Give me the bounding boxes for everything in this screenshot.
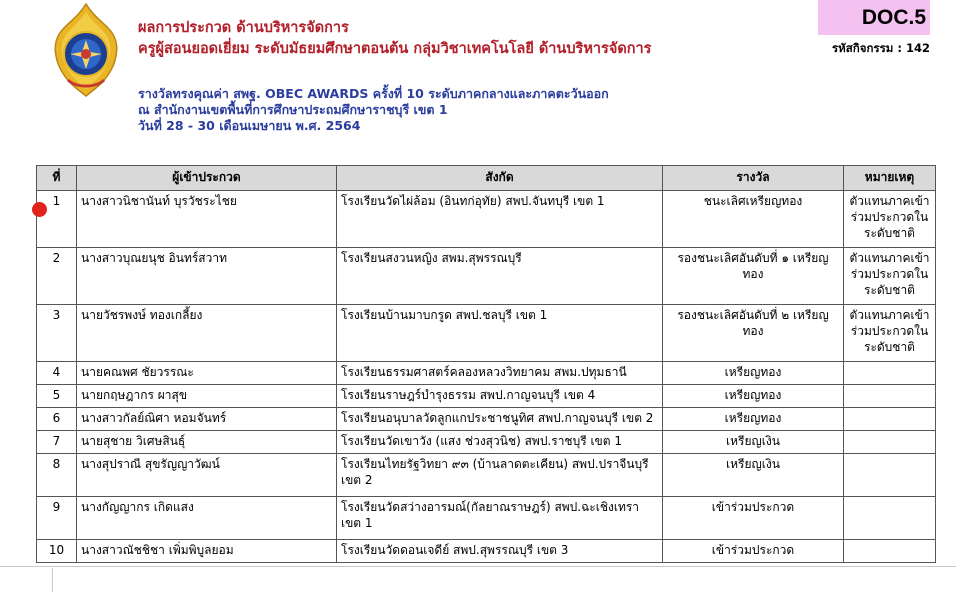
row-award: เหรียญทอง <box>663 408 844 431</box>
page-title: ผลการประกวด ด้านบริหารจัดการ <box>138 20 349 36</box>
row-no: 9 <box>37 497 77 540</box>
row-award: เหรียญทอง <box>663 385 844 408</box>
table-row <box>37 408 936 431</box>
page-subtitle: ครูผู้สอนยอดเยี่ยม ระดับมัธยมศึกษาตอนต้น กลุ่มวิชาเทคโนโลยี ด้านบริหารจัดการ <box>138 41 652 57</box>
event-award-line: รางวัลทรงคุณค่า สพฐ. OBEC AWARDS ครั้งที่ 10 ระดับภาคกลางและภาคตะวันออก <box>138 86 609 101</box>
row-note: ตัวแทนภาคเข้าร่วมประกวดในระดับชาติ <box>844 305 936 362</box>
row-school: โรงเรียนวัดดอนเจดีย์ สพป.สุพรรณบุรี เขต 3 <box>337 540 663 563</box>
row-note: ตัวแทนภาคเข้าร่วมประกวดในระดับชาติ <box>844 248 936 305</box>
row-no: 7 <box>37 431 77 454</box>
table-row <box>37 540 936 563</box>
row-no: 5 <box>37 385 77 408</box>
table-header-row <box>37 166 936 191</box>
table-row <box>37 385 936 408</box>
table-row <box>37 454 936 497</box>
row-name: นายคณพศ ชัยวรรณะ <box>77 362 337 385</box>
row-note <box>844 540 936 563</box>
obec-emblem-logo <box>50 2 122 98</box>
header-name: ผู้เข้าประกวด <box>77 166 337 191</box>
event-date-line: วันที่ 28 - 30 เดือนเมษายน พ.ศ. 2564 <box>138 118 361 133</box>
title-block <box>138 18 651 60</box>
row-name: นายสุชาย วิเศษสินธุ์ <box>77 431 337 454</box>
row-name: นางสาวบุณยนุช อินทร์สวาท <box>77 248 337 305</box>
row-award: เข้าร่วมประกวด <box>663 497 844 540</box>
row-school: โรงเรียนวัดเขาวัง (แสง ช่วงสุวนิช) สพป.ราชบุรี เขต 1 <box>337 431 663 454</box>
header-no: ที่ <box>37 166 77 191</box>
event-venue-line: ณ สำนักงานเขตพื้นที่การศึกษาประถมศึกษาราชบุรี เขต 1 <box>138 102 448 117</box>
event-info <box>138 86 609 134</box>
row-name: นางกัญญากร เกิดแสง <box>77 497 337 540</box>
row-note <box>844 431 936 454</box>
header-note: หมายเหตุ <box>844 166 936 191</box>
row-school: โรงเรียนอนุบาลวัดลูกแกประชาชนูทิศ สพป.กาญจนบุรี เขต 2 <box>337 408 663 431</box>
row-note <box>844 408 936 431</box>
row-note <box>844 385 936 408</box>
row-no: 8 <box>37 454 77 497</box>
row-school: โรงเรียนวัดสว่างอารมณ์(กัลยาณราษฎร์) สพป.ฉะเชิงเทรา เขต 1 <box>337 497 663 540</box>
doc-code-badge: DOC.5 <box>818 0 930 35</box>
activity-code: รหัสกิจกรรม : 142 <box>832 41 930 55</box>
table-row <box>37 191 936 248</box>
table-row <box>37 362 936 385</box>
row-no: 6 <box>37 408 77 431</box>
row-school: โรงเรียนไทยรัฐวิทยา ๙๓ (บ้านลาดตะเคียน) สพป.ปราจีนบุรี เขต 2 <box>337 454 663 497</box>
row-note <box>844 362 936 385</box>
row-award: เหรียญเงิน <box>663 431 844 454</box>
row-no: 2 <box>37 248 77 305</box>
results-table <box>36 165 936 563</box>
row-no: 1 <box>37 191 77 248</box>
row-school: โรงเรียนวัดไผ่ล้อม (อินทก่อุทัย) สพป.จันทบุรี เขต 1 <box>337 191 663 248</box>
row-award: เข้าร่วมประกวด <box>663 540 844 563</box>
cursor-marker <box>32 202 47 217</box>
row-name: นายกฤษฎากร ผาสุข <box>77 385 337 408</box>
row-award: เหรียญเงิน <box>663 454 844 497</box>
row-award: ชนะเลิศเหรียญทอง <box>663 191 844 248</box>
table-row <box>37 248 936 305</box>
viewer-bottom-divider <box>52 568 53 592</box>
row-award: รองชนะเลิศอันดับที่ ๑ เหรียญทอง <box>663 248 844 305</box>
row-name: นางสาวนิชานันท์ บุรวัชระไชย <box>77 191 337 248</box>
viewer-bottom-bar <box>0 566 956 593</box>
row-no: 3 <box>37 305 77 362</box>
row-note <box>844 454 936 497</box>
header-school: สังกัด <box>337 166 663 191</box>
row-no: 4 <box>37 362 77 385</box>
row-name: นางสาวณัชชิชา เพิ่มพิบูลยอม <box>77 540 337 563</box>
table-row <box>37 431 936 454</box>
row-name: นายวัชรพงษ์ ทองเกลี้ยง <box>77 305 337 362</box>
header-award: รางวัล <box>663 166 844 191</box>
row-no: 10 <box>37 540 77 563</box>
row-name: นางสาวกัลย์ณิศา หอมจันทร์ <box>77 408 337 431</box>
row-school: โรงเรียนสงวนหญิง สพม.สุพรรณบุรี <box>337 248 663 305</box>
row-note: ตัวแทนภาคเข้าร่วมประกวดในระดับชาติ <box>844 191 936 248</box>
row-school: โรงเรียนบ้านมาบกรูด สพป.ชลบุรี เขต 1 <box>337 305 663 362</box>
row-award: เหรียญทอง <box>663 362 844 385</box>
row-school: โรงเรียนราษฎร์บำรุงธรรม สพป.กาญจนบุรี เขต 4 <box>337 385 663 408</box>
row-school: โรงเรียนธรรมศาสตร์คลองหลวงวิทยาคม สพม.ปทุมธานี <box>337 362 663 385</box>
table-row <box>37 497 936 540</box>
row-note <box>844 497 936 540</box>
table-row <box>37 305 936 362</box>
row-name: นางสุปราณี สุขรัญญาวัฒน์ <box>77 454 337 497</box>
row-award: รองชนะเลิศอันดับที่ ๒ เหรียญทอง <box>663 305 844 362</box>
